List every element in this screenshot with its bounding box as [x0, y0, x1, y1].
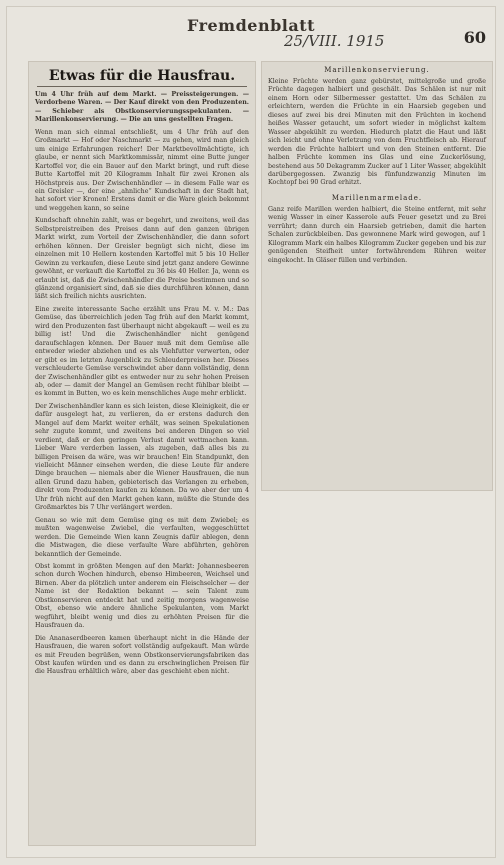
- clipping-right-column: [261, 61, 493, 491]
- handwritten-date: 25/VIII. 1915: [284, 32, 385, 50]
- recipe-paragraph: Ganz reife Marillen werden halbiert, die Steine entfernt, mit sehr wenig Wasser in einer Kasserole aufs Feuer gesetzt und zu Brei verrührt; dann durch ein Haarsieb getrieben, damit die harten Schalen zurückbleiben. Das gewonnene Mark wird gewogen, auf 1 Kilogramm Mark ein halbes Kilogramm Zucker gegeben und bis zur genügenden Steifheit unter fortwährendem Rühren weiter eingekocht. In Gläser füllen und verbinden.: [268, 205, 486, 264]
- clipping-left-column: [28, 61, 256, 846]
- newspaper-masthead: Fremdenblatt: [186, 16, 316, 35]
- article-lead: Um 4 Uhr früh auf dem Markt. — Preissteigerungen. — Verdorbene Waren. — Der Kauf direkt von den Produzenten. — Schieber als Obstkonservierungsspekulanten. — Marillenkonservierung. — Die an uns gestellten Fragen.: [35, 91, 249, 124]
- page-number: 60: [463, 28, 486, 47]
- article-paragraph: Eine zweite interessante Sache erzählt uns Frau M. v. M.: Das Gemüse, das überreichlich jeden Tag früh auf den Markt kommt, wird den Produzenten fast überhaupt nicht abgekauft — weil es zu billig ist! Und die Zwischenhändler nicht genügend daraufschlagen können. Der Bauer muß mit dem Gemüse alle entweder wieder abziehen und es als Viehfutter verwerten, oder er gibt es im letzten Augenblick zu Schleuderpreisen her. Dieses verschleuderte Gemüse verschwindet aber dann vollständig, denn der Zwischenhändler gibt es entweder nur zu sehr hohen Preisen ab, oder — damit der Mangel an Gemüsen recht fühlbar bleibt — es kommt in Butten, wo es kein menschliches Auge mehr erblickt.: [35, 305, 249, 398]
- article-paragraph: Obst kommt in größten Mengen auf den Markt: Johannesbeeren schon durch Wochen hindurch, ebenso Himbeeren, Weichsel und Birnen. Aber da plötzlich unter anderem ein Fleischselcher — der Name ist der Redaktion bekannt — sein Talent zum Obstkonservieren entdeckt hat und zeitig morgens wagenweise Obst, ebenso wie andere ähnliche Spekulanten, vom Markt wegführt, bleibt wenig und dies zu erhöhten Preisen für die Hausfrauen da.: [35, 563, 249, 630]
- section-heading: Marillenmarmelade.: [331, 193, 423, 202]
- article-title: Etwas für die Hausfrau.: [48, 68, 236, 84]
- article-paragraph: Wenn man sich einmal entschließt, um 4 Uhr früh auf den Großmarkt — Hof oder Naschmarkt — zu gehen, wird man gleich um einige Erfahrungen reicher! Der Marktbevollmächtigte, ich glaube, er nennt sich Marktkommissär, nimmt eine Butte junger Kartoffel vor, die ein Bauer auf den Markt bringt, und ruft diese Butte Kartoffel mit 20 Kilogramm Inhalt für zwei Kronen als Höchstpreis aus. Der Zwischenhändler — in diesem Falle war es ein Greisler —, der eine „ahnliche“ Kundschaft in der Stadt hat, hat sofort vier Kronen! Erstens damit er die Ware gleich bekommt und weggehen kann, so seine: [35, 128, 249, 212]
- scrapbook-page: [6, 6, 496, 858]
- recipe-paragraph: Kleine Früchte werden ganz gebürstet, mittelgroße und große Früchte dagegen halbiert und geschält. Das Schälen ist nur mit einem Horn oder Silbermesser gestattet. Um das Schälen zu erleichtern, werden die Früchte in ein Haarsieb gegeben und dieses auf zwei bis drei Minuten mit den Früchten in kochend heißes Wasser getaucht, um sofort wieder in möglichst kaltem Wasser abgekühlt zu werden. Hiedurch platzt die Haut und läßt sich leicht und ohne Verletzung von dem Fruchtfleisch ab. Hierauf werden die Früchte halbiert und von den Steinen entfernt. Die halben Früchte kommen ins Glas und eine Zuckerlösung, bestehend aus 50 Dekagramm Zucker auf 1 Liter Wasser, abgekühlt darübergegossen. Zwanzig bis fünfundzwanzig Minuten im Kochtopf bei 90 Grad erhitzt.: [268, 78, 486, 187]
- title-rule: [37, 86, 247, 87]
- article-paragraph: Die Ananaserdbeeren kamen überhaupt nicht in die Hände der Hausfrauen, die waren sofort vollständig aufgekauft. Man würde es mit Freuden begrüßen, wenn Obstkonservierungsfabriken das Obst kaufen würden und es dann zu erschwinglichen Preisen für die Hausfrau erhältlich wäre, aber das geschieht eben nicht.: [35, 634, 249, 676]
- article-paragraph: Kundschaft ohnehin zahlt, was er begehrt, und zweitens, weil das Selbstpreistreiben des Preises dann auf den ganzen übrigen Markt wirkt, zum Vorteil der Zwischenhändler, die dann sofort erhöhen können. Der Greisler begnügt sich nicht, diese im einzelnen mit 10 Hellern kostenden Kartoffel mit 5 bis 10 Heller Gewinn zu verkaufen, diese Leute sind jetzt ganz andere Gewinne gewöhnt, er verkauft die Kartoffel zu 36 bis 40 Heller. Ja, wenn es erlaubt ist, daß die Zwischenhändler die Preise bestimmen und so glänzend organisiert sind, daß sie dies durchführen können, dann läßt sich freilich nichts ausrichten.: [35, 217, 249, 301]
- article-paragraph: Genau so wie mit dem Gemüse ging es mit dem Zwiebel; es mußten wagenweise Zwiebel, die verfaulten, weggeschüttet werden. Die Gemeinde Wien kann Zeugnis dafür ablegen, denn die Mistwagen, die diese verfaulte Ware abführten, gehören bekanntlich der Gemeinde.: [35, 516, 249, 558]
- article-paragraph: Der Zwischenhändler kann es sich leisten, diese Kleinigkeit, die er dafür ausgelegt hat, zu verlieren, da er erstens dadurch den Mangel auf dem Markt weiter erhält, was seinen Spekulationen sehr zugute kommt, und zweitens bei anderen Dingen so viel verdient, daß er den geringen Verlust damit wettmachen kann. Lieber Ware verderben lassen, als zugeben, daß alles bis zu billigen Preisen da wäre, was wir brauchen! Ein Standpunkt, den vielleicht Männer einsehen werden, die diese Leute für andere Dinge brauchen — niemals aber die Wiener Hausfrauen, die nun allen Grund dazu haben, gebieterisch das Verlangen zu erheben, direkt vom Produzenten kaufen zu können. Da wo aber der um 4 Uhr früh nicht auf den Markt gehen kann, müßte die Stunde des Großmarktes bis 7 Uhr verlängert werden.: [35, 402, 249, 512]
- section-heading: Marillenkonservierung.: [324, 66, 430, 74]
